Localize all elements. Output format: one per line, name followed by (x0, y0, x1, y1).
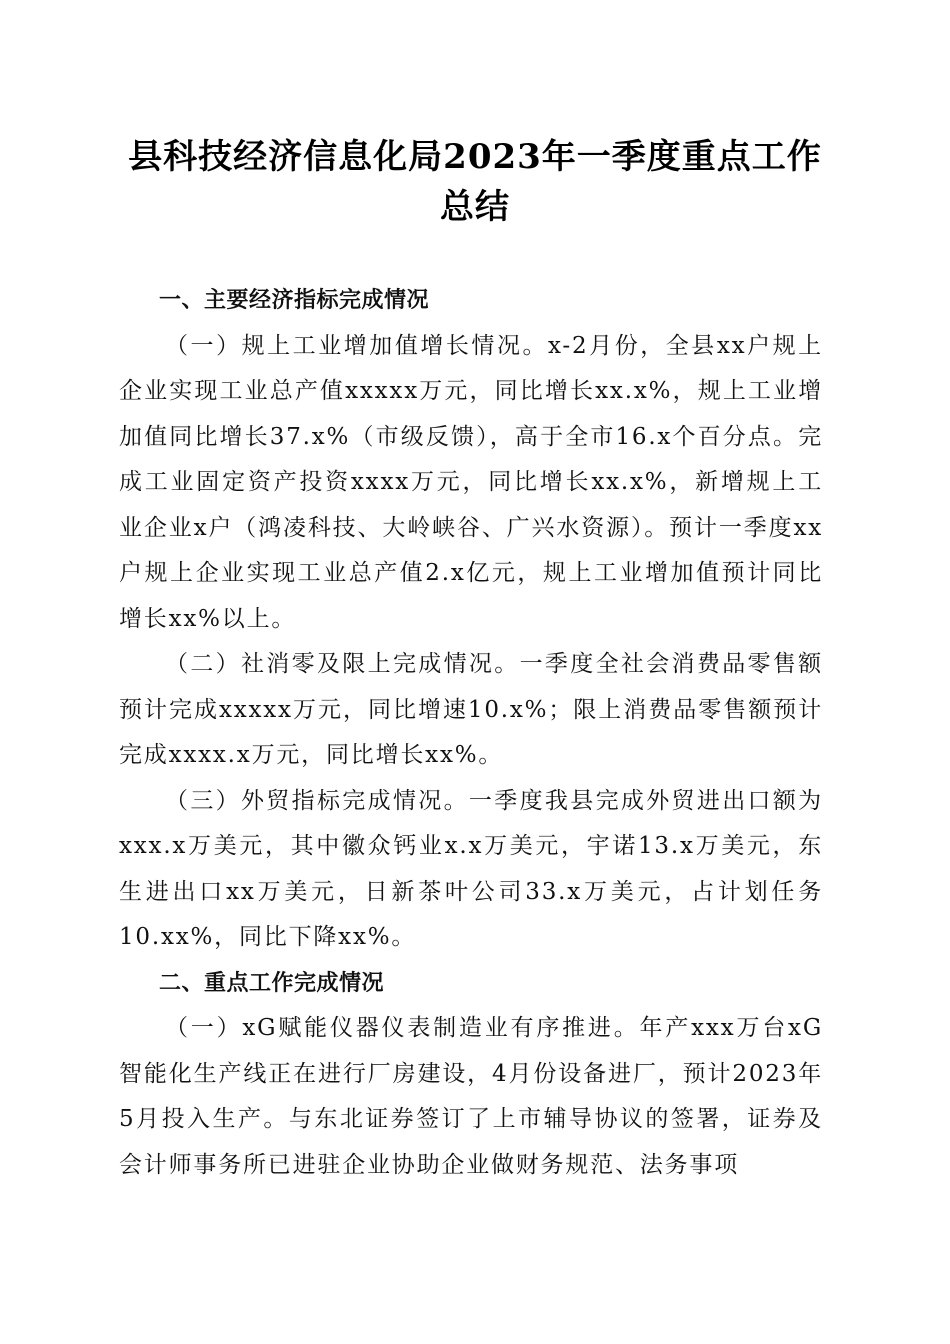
title-line-1: 县科技经济信息化局2023年一季度重点工作 (128, 137, 822, 177)
section-heading-2: 二、重点工作完成情况 (159, 970, 385, 996)
paragraph-1-3: （三）外贸指标完成情况。一季度我县完成外贸进出口额为xxx.x万美元，其中徽众钙业x.x万美元，宇诺13.x万美元，东生进出口xx万美元，日新茶叶公司33.x万美元，占计划任务10.xx%，同比下降xx%。 (119, 787, 823, 950)
document-title (100, 132, 850, 232)
paragraph-1-2: （二）社消零及限上完成情况。一季度全社会消费品零售额预计完成xxxxx万元，同比增速10.x%；限上消费品零售额预计完成xxxx.x万元，同比增长xx%。 (119, 651, 823, 768)
title-line-2: 总结 (440, 187, 510, 227)
document-body (119, 278, 823, 1188)
paragraph-1-1: （一）规上工业增加值增长情况。x-2月份，全县xx户规上企业实现工业总产值xxxxx万元，同比增长xx.x%，规上工业增加值同比增长37.x%（市级反馈），高于全市16.x个百分点。完成工业固定资产投资xxxx万元，同比增长xx.x%，新增规上工业企业x户（鸿凌科技、大岭峡谷、广兴水资源）。预计一季度xx户规上企业实现工业总产值2.x亿元，规上工业增加值预计同比增长xx%以上。 (119, 332, 823, 632)
paragraph-2-1: （一）xG赋能仪器仪表制造业有序推进。年产xxx万台xG智能化生产线正在进行厂房建设，4月份设备进厂，预计2023年5月投入生产。与东北证券签订了上市辅导协议的签署，证券及会计师事务所已进驻企业协助企业做财务规范、法务事项 (119, 1015, 823, 1178)
section-heading-1: 一、主要经济指标完成情况 (159, 288, 430, 313)
